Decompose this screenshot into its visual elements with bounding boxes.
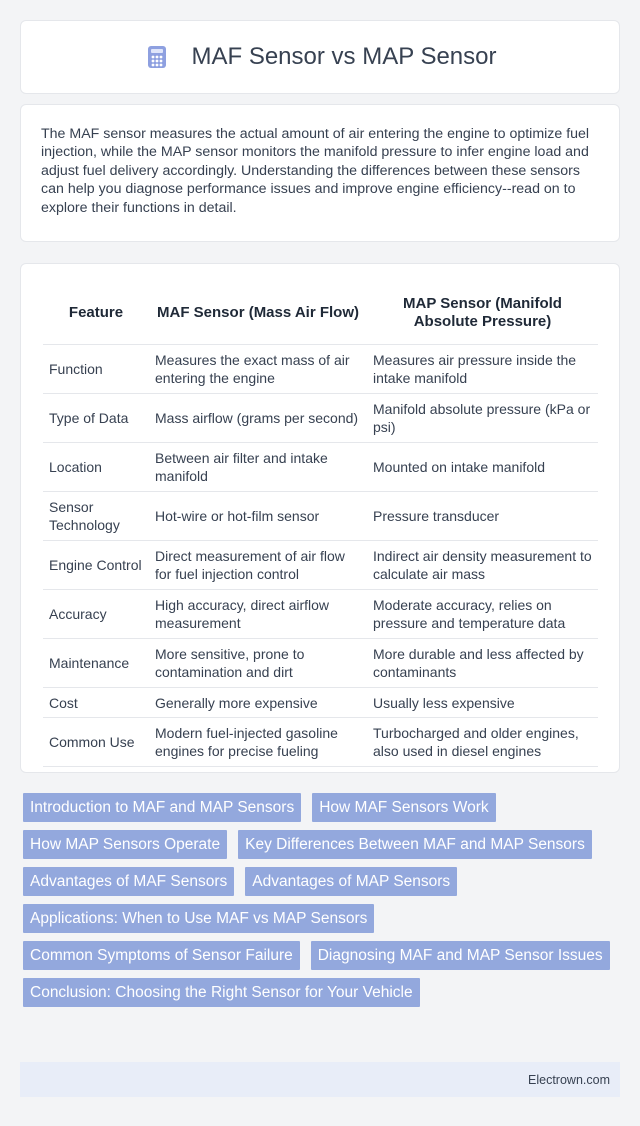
link-conclusion[interactable]: Conclusion: Choosing the Right Sensor for Your Vehicle	[23, 978, 420, 1007]
header-map: MAP Sensor (Manifold Absolute Pressure)	[367, 282, 598, 345]
row-feature: Type of Data	[43, 394, 149, 443]
row-maf: Direct measurement of air flow for fuel injection control	[149, 541, 367, 590]
row-map: Manifold absolute pressure (kPa or psi)	[367, 394, 598, 443]
row-map: Pressure transducer	[367, 492, 598, 541]
row-feature: Location	[43, 443, 149, 492]
table-row	[43, 492, 598, 541]
intro-card	[20, 104, 620, 242]
row-maf: Hot-wire or hot-film sensor	[149, 492, 367, 541]
row-maf: Modern fuel-injected gasoline engines for precise fueling	[149, 718, 367, 767]
table-row	[43, 639, 598, 688]
title-card	[20, 20, 620, 94]
table-header-row	[43, 282, 598, 345]
link-diagnosing[interactable]: Diagnosing MAF and MAP Sensor Issues	[311, 941, 610, 970]
topic-links	[20, 793, 620, 1007]
row-feature: Engine Control	[43, 541, 149, 590]
row-feature: Sensor Technology	[43, 492, 149, 541]
intro-text: The MAF sensor measures the actual amount of air entering the engine to optimize fuel injection, while the MAP sensor monitors the manifold pressure to infer engine load and adjust fuel delivery accordingly. Understanding the differences between these sensors can help you diagnose performance issues and improve engine efficiency--read on to explore their functions in detail.	[41, 126, 590, 216]
header-maf: MAF Sensor (Mass Air Flow)	[149, 282, 367, 345]
link-applications[interactable]: Applications: When to Use MAF vs MAP Sensors	[23, 904, 374, 933]
row-maf: Between air filter and intake manifold	[149, 443, 367, 492]
link-how-map-operates[interactable]: How MAP Sensors Operate	[23, 830, 227, 859]
row-map: Moderate accuracy, relies on pressure and temperature data	[367, 590, 598, 639]
link-maf-advantages[interactable]: Advantages of MAF Sensors	[23, 867, 234, 896]
row-map: Indirect air density measurement to calculate air mass	[367, 541, 598, 590]
table-row	[43, 590, 598, 639]
comparison-card	[20, 263, 620, 773]
comparison-table	[43, 282, 598, 767]
table-row	[43, 345, 598, 394]
row-feature: Maintenance	[43, 639, 149, 688]
link-key-differences[interactable]: Key Differences Between MAF and MAP Sensors	[238, 830, 592, 859]
table-row	[43, 718, 598, 767]
row-maf: High accuracy, direct airflow measurement	[149, 590, 367, 639]
row-map: Usually less expensive	[367, 688, 598, 718]
table-row	[43, 443, 598, 492]
row-feature: Common Use	[43, 718, 149, 767]
link-map-advantages[interactable]: Advantages of MAP Sensors	[245, 867, 457, 896]
row-map: Mounted on intake manifold	[367, 443, 598, 492]
row-map: Turbocharged and older engines, also used in diesel engines	[367, 718, 598, 767]
footer-brand: Electrown.com	[528, 1072, 610, 1087]
link-how-maf-works[interactable]: How MAF Sensors Work	[312, 793, 495, 822]
row-map: Measures air pressure inside the intake manifold	[367, 345, 598, 394]
link-failure-symptoms[interactable]: Common Symptoms of Sensor Failure	[23, 941, 300, 970]
table-row	[43, 394, 598, 443]
row-maf: More sensitive, prone to contamination and dirt	[149, 639, 367, 688]
row-maf: Generally more expensive	[149, 688, 367, 718]
row-maf: Measures the exact mass of air entering the engine	[149, 345, 367, 394]
row-map: More durable and less affected by contaminants	[367, 639, 598, 688]
calculator-icon	[144, 44, 170, 70]
footer	[20, 1062, 620, 1097]
row-feature: Function	[43, 345, 149, 394]
header-feature: Feature	[43, 282, 149, 345]
page-title: MAF Sensor vs MAP Sensor	[191, 43, 497, 70]
row-feature: Accuracy	[43, 590, 149, 639]
table-row	[43, 688, 598, 718]
row-feature: Cost	[43, 688, 149, 718]
row-maf: Mass airflow (grams per second)	[149, 394, 367, 443]
table-row	[43, 541, 598, 590]
link-introduction[interactable]: Introduction to MAF and MAP Sensors	[23, 793, 301, 822]
